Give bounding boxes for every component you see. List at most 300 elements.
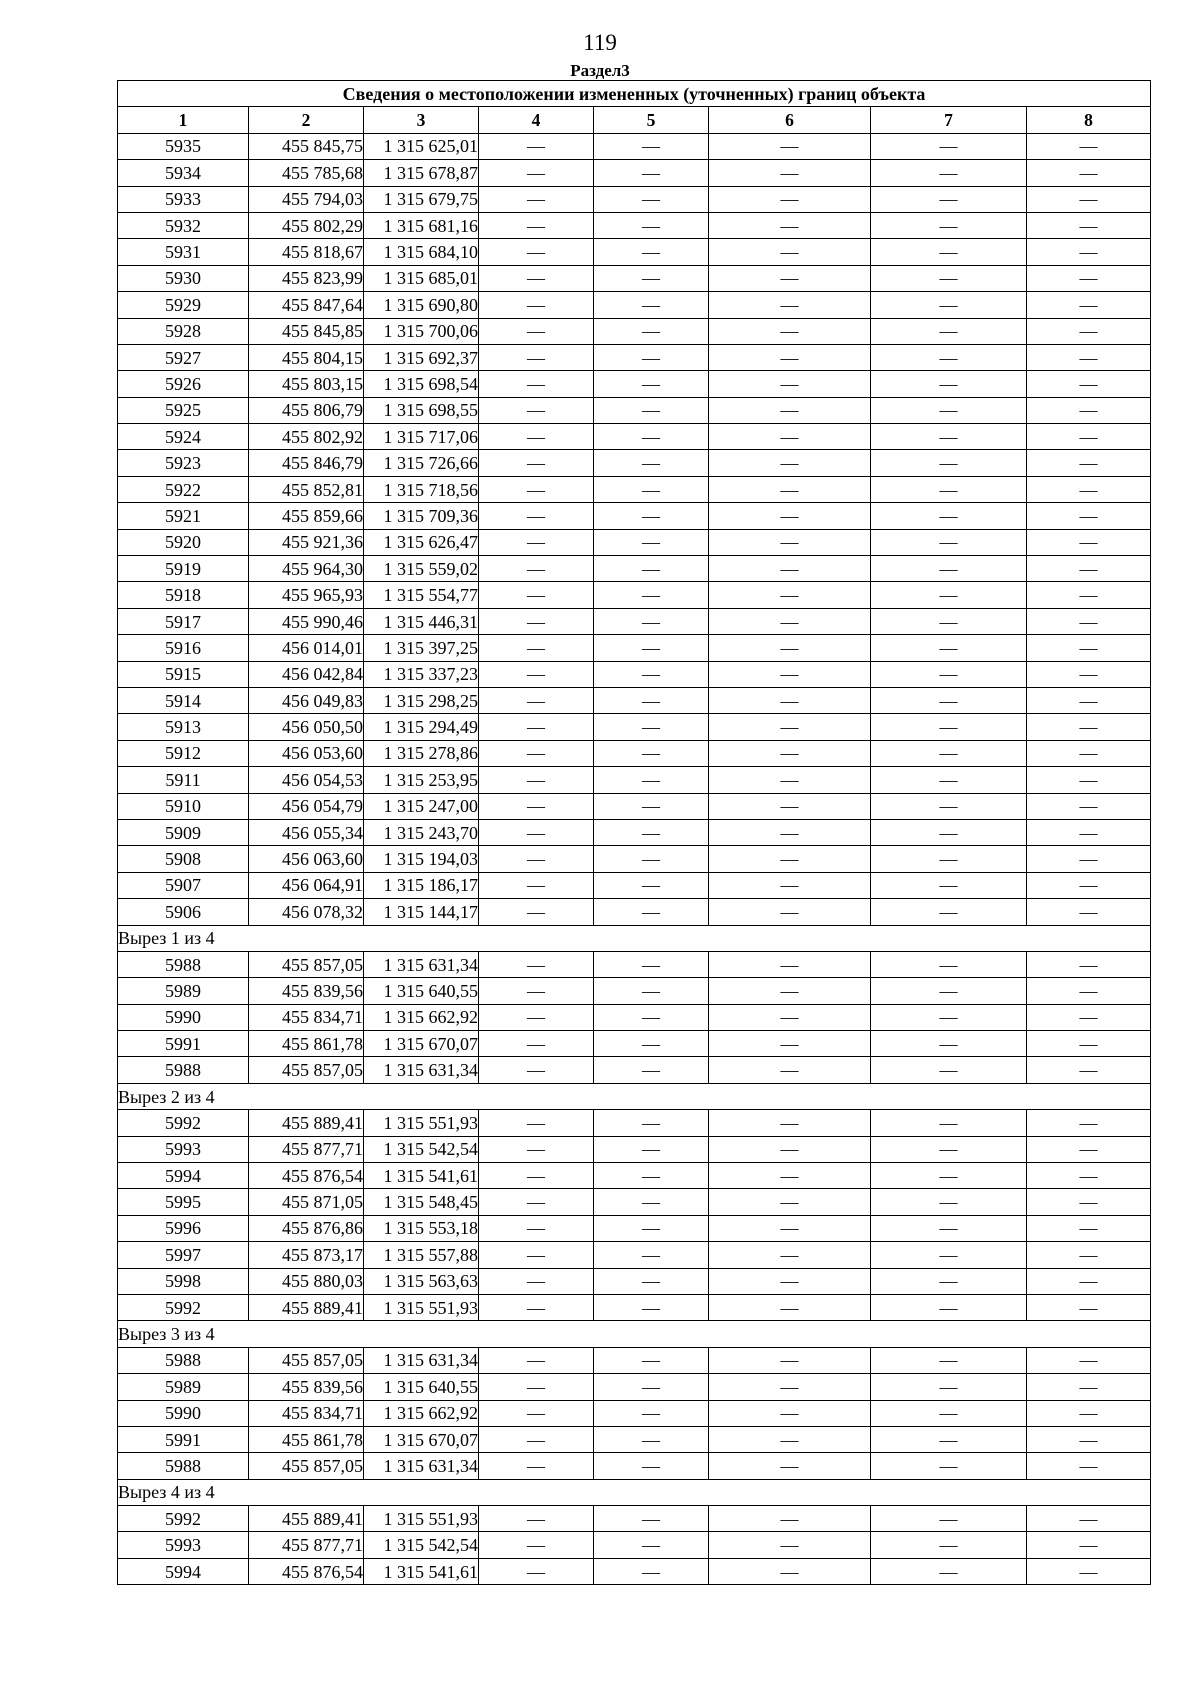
empty-value-cell: —: [709, 1506, 871, 1532]
empty-value-cell: —: [1027, 1532, 1151, 1558]
x-coordinate-cell: 455 877,71: [249, 1532, 364, 1558]
point-number-cell: 5928: [118, 318, 249, 344]
empty-value-cell: —: [594, 186, 709, 212]
empty-value-cell: —: [871, 424, 1027, 450]
empty-value-cell: —: [709, 1031, 871, 1057]
empty-value-cell: —: [871, 1189, 1027, 1215]
y-coordinate-cell: 1 315 194,03: [364, 846, 479, 872]
empty-value-cell: —: [1027, 1110, 1151, 1136]
point-number-cell: 5992: [118, 1506, 249, 1532]
empty-value-cell: —: [709, 635, 871, 661]
table-caption: Сведения о местоположении измененных (уточненных) границ объекта: [118, 81, 1151, 107]
y-coordinate-cell: 1 315 709,36: [364, 503, 479, 529]
empty-value-cell: —: [479, 450, 594, 476]
y-coordinate-cell: 1 315 144,17: [364, 899, 479, 925]
empty-value-cell: —: [479, 1294, 594, 1320]
x-coordinate-cell: 456 014,01: [249, 635, 364, 661]
empty-value-cell: —: [594, 608, 709, 634]
empty-value-cell: —: [594, 450, 709, 476]
empty-value-cell: —: [871, 1163, 1027, 1189]
empty-value-cell: —: [479, 397, 594, 423]
empty-value-cell: —: [1027, 265, 1151, 291]
x-coordinate-cell: 455 794,03: [249, 186, 364, 212]
empty-value-cell: —: [1027, 1057, 1151, 1083]
point-number-cell: 5915: [118, 661, 249, 687]
empty-value-cell: —: [871, 661, 1027, 687]
empty-value-cell: —: [871, 1532, 1027, 1558]
empty-value-cell: —: [1027, 397, 1151, 423]
empty-value-cell: —: [1027, 899, 1151, 925]
y-coordinate-cell: 1 315 541,61: [364, 1163, 479, 1189]
x-coordinate-cell: 455 803,15: [249, 371, 364, 397]
y-coordinate-cell: 1 315 631,34: [364, 1347, 479, 1373]
empty-value-cell: —: [479, 872, 594, 898]
y-coordinate-cell: 1 315 625,01: [364, 133, 479, 159]
point-number-cell: 5991: [118, 1031, 249, 1057]
point-number-cell: 5914: [118, 687, 249, 713]
empty-value-cell: —: [594, 978, 709, 1004]
x-coordinate-cell: 456 078,32: [249, 899, 364, 925]
x-coordinate-cell: 455 823,99: [249, 265, 364, 291]
empty-value-cell: —: [479, 1242, 594, 1268]
empty-value-cell: —: [594, 872, 709, 898]
point-number-cell: 5909: [118, 819, 249, 845]
x-coordinate-cell: 455 857,05: [249, 1347, 364, 1373]
empty-value-cell: —: [709, 1110, 871, 1136]
point-number-cell: 5907: [118, 872, 249, 898]
empty-value-cell: —: [594, 846, 709, 872]
group-header-row: [118, 1083, 1151, 1109]
empty-value-cell: —: [871, 344, 1027, 370]
empty-value-cell: —: [594, 1004, 709, 1030]
table-row: [118, 265, 1151, 291]
column-header: 3: [364, 107, 479, 133]
empty-value-cell: —: [709, 846, 871, 872]
empty-value-cell: —: [479, 608, 594, 634]
empty-value-cell: —: [594, 318, 709, 344]
empty-value-cell: —: [871, 687, 1027, 713]
y-coordinate-cell: 1 315 678,87: [364, 160, 479, 186]
point-number-cell: 5930: [118, 265, 249, 291]
empty-value-cell: —: [479, 556, 594, 582]
empty-value-cell: —: [709, 1057, 871, 1083]
empty-value-cell: —: [1027, 714, 1151, 740]
empty-value-cell: —: [709, 1453, 871, 1479]
empty-value-cell: —: [1027, 951, 1151, 977]
table-row: [118, 424, 1151, 450]
empty-value-cell: —: [479, 1453, 594, 1479]
table-row: [118, 1004, 1151, 1030]
empty-value-cell: —: [594, 1426, 709, 1452]
y-coordinate-cell: 1 315 640,55: [364, 978, 479, 1004]
empty-value-cell: —: [594, 476, 709, 502]
empty-value-cell: —: [1027, 767, 1151, 793]
empty-value-cell: —: [594, 1163, 709, 1189]
y-coordinate-cell: 1 315 670,07: [364, 1426, 479, 1452]
empty-value-cell: —: [1027, 1558, 1151, 1584]
empty-value-cell: —: [594, 1110, 709, 1136]
group-header-row: [118, 1321, 1151, 1347]
column-header: 8: [1027, 107, 1151, 133]
x-coordinate-cell: 455 857,05: [249, 1453, 364, 1479]
empty-value-cell: —: [709, 1189, 871, 1215]
empty-value-cell: —: [479, 899, 594, 925]
y-coordinate-cell: 1 315 243,70: [364, 819, 479, 845]
empty-value-cell: —: [871, 1004, 1027, 1030]
empty-value-cell: —: [479, 819, 594, 845]
empty-value-cell: —: [1027, 872, 1151, 898]
empty-value-cell: —: [709, 1215, 871, 1241]
point-number-cell: 5913: [118, 714, 249, 740]
empty-value-cell: —: [709, 582, 871, 608]
y-coordinate-cell: 1 315 692,37: [364, 344, 479, 370]
empty-value-cell: —: [479, 1136, 594, 1162]
empty-value-cell: —: [871, 503, 1027, 529]
x-coordinate-cell: 455 965,93: [249, 582, 364, 608]
empty-value-cell: —: [709, 265, 871, 291]
x-coordinate-cell: 455 880,03: [249, 1268, 364, 1294]
point-number-cell: 5935: [118, 133, 249, 159]
table-row: [118, 476, 1151, 502]
y-coordinate-cell: 1 315 670,07: [364, 1031, 479, 1057]
table-row: [118, 582, 1151, 608]
column-header: 7: [871, 107, 1027, 133]
empty-value-cell: —: [709, 450, 871, 476]
empty-value-cell: —: [709, 556, 871, 582]
table-row: [118, 767, 1151, 793]
empty-value-cell: —: [871, 635, 1027, 661]
table-row: [118, 1136, 1151, 1162]
empty-value-cell: —: [479, 1189, 594, 1215]
y-coordinate-cell: 1 315 542,54: [364, 1136, 479, 1162]
empty-value-cell: —: [871, 265, 1027, 291]
table-row: [118, 687, 1151, 713]
empty-value-cell: —: [594, 133, 709, 159]
empty-value-cell: —: [709, 503, 871, 529]
empty-value-cell: —: [594, 1242, 709, 1268]
point-number-cell: 5923: [118, 450, 249, 476]
y-coordinate-cell: 1 315 563,63: [364, 1268, 479, 1294]
empty-value-cell: —: [709, 899, 871, 925]
x-coordinate-cell: 455 964,30: [249, 556, 364, 582]
empty-value-cell: —: [709, 424, 871, 450]
y-coordinate-cell: 1 315 640,55: [364, 1374, 479, 1400]
empty-value-cell: —: [709, 529, 871, 555]
y-coordinate-cell: 1 315 278,86: [364, 740, 479, 766]
group-label: Вырез 3 из 4: [118, 1321, 1151, 1347]
empty-value-cell: —: [709, 1400, 871, 1426]
empty-value-cell: —: [1027, 529, 1151, 555]
empty-value-cell: —: [709, 1294, 871, 1320]
empty-value-cell: —: [594, 212, 709, 238]
empty-value-cell: —: [594, 1347, 709, 1373]
empty-value-cell: —: [479, 476, 594, 502]
empty-value-cell: —: [479, 582, 594, 608]
empty-value-cell: —: [594, 1294, 709, 1320]
point-number-cell: 5988: [118, 951, 249, 977]
empty-value-cell: —: [594, 1189, 709, 1215]
x-coordinate-cell: 455 806,79: [249, 397, 364, 423]
empty-value-cell: —: [1027, 1136, 1151, 1162]
table-row: [118, 846, 1151, 872]
empty-value-cell: —: [479, 344, 594, 370]
point-number-cell: 5989: [118, 1374, 249, 1400]
point-number-cell: 5988: [118, 1057, 249, 1083]
empty-value-cell: —: [594, 1136, 709, 1162]
empty-value-cell: —: [871, 371, 1027, 397]
empty-value-cell: —: [1027, 160, 1151, 186]
y-coordinate-cell: 1 315 684,10: [364, 239, 479, 265]
empty-value-cell: —: [871, 1215, 1027, 1241]
table-row: [118, 239, 1151, 265]
empty-value-cell: —: [594, 1057, 709, 1083]
empty-value-cell: —: [594, 1506, 709, 1532]
empty-value-cell: —: [871, 450, 1027, 476]
empty-value-cell: —: [479, 1347, 594, 1373]
empty-value-cell: —: [871, 556, 1027, 582]
empty-value-cell: —: [871, 608, 1027, 634]
empty-value-cell: —: [871, 1031, 1027, 1057]
empty-value-cell: —: [871, 1294, 1027, 1320]
table-row: [118, 714, 1151, 740]
point-number-cell: 5991: [118, 1426, 249, 1452]
empty-value-cell: —: [709, 951, 871, 977]
point-number-cell: 5911: [118, 767, 249, 793]
empty-value-cell: —: [709, 1136, 871, 1162]
empty-value-cell: —: [871, 793, 1027, 819]
empty-value-cell: —: [871, 899, 1027, 925]
table-row: [118, 1506, 1151, 1532]
empty-value-cell: —: [871, 292, 1027, 318]
table-row: [118, 661, 1151, 687]
empty-value-cell: —: [594, 951, 709, 977]
column-header: 5: [594, 107, 709, 133]
empty-value-cell: —: [871, 318, 1027, 344]
empty-value-cell: —: [479, 160, 594, 186]
x-coordinate-cell: 455 785,68: [249, 160, 364, 186]
x-coordinate-cell: 455 877,71: [249, 1136, 364, 1162]
table-row: [118, 1242, 1151, 1268]
empty-value-cell: —: [871, 1426, 1027, 1452]
x-coordinate-cell: 456 054,79: [249, 793, 364, 819]
empty-value-cell: —: [871, 740, 1027, 766]
empty-value-cell: —: [1027, 819, 1151, 845]
empty-value-cell: —: [709, 872, 871, 898]
empty-value-cell: —: [1027, 1294, 1151, 1320]
empty-value-cell: —: [871, 186, 1027, 212]
point-number-cell: 5920: [118, 529, 249, 555]
empty-value-cell: —: [709, 1532, 871, 1558]
page-number: 119: [583, 30, 617, 55]
table-row: [118, 872, 1151, 898]
table-row: [118, 819, 1151, 845]
x-coordinate-cell: 455 889,41: [249, 1110, 364, 1136]
y-coordinate-cell: 1 315 446,31: [364, 608, 479, 634]
y-coordinate-cell: 1 315 690,80: [364, 292, 479, 318]
empty-value-cell: —: [479, 793, 594, 819]
empty-value-cell: —: [709, 292, 871, 318]
empty-value-cell: —: [871, 1347, 1027, 1373]
empty-value-cell: —: [709, 767, 871, 793]
empty-value-cell: —: [594, 1453, 709, 1479]
empty-value-cell: —: [479, 424, 594, 450]
table-row: [118, 160, 1151, 186]
empty-value-cell: —: [594, 239, 709, 265]
y-coordinate-cell: 1 315 718,56: [364, 476, 479, 502]
y-coordinate-cell: 1 315 698,54: [364, 371, 479, 397]
y-coordinate-cell: 1 315 626,47: [364, 529, 479, 555]
point-number-cell: 5924: [118, 424, 249, 450]
empty-value-cell: —: [871, 1268, 1027, 1294]
empty-value-cell: —: [709, 1347, 871, 1373]
column-header: 6: [709, 107, 871, 133]
empty-value-cell: —: [479, 635, 594, 661]
table-row: [118, 450, 1151, 476]
empty-value-cell: —: [871, 1400, 1027, 1426]
empty-value-cell: —: [1027, 1215, 1151, 1241]
empty-value-cell: —: [479, 1110, 594, 1136]
empty-value-cell: —: [709, 1242, 871, 1268]
empty-value-cell: —: [1027, 635, 1151, 661]
x-coordinate-cell: 455 845,75: [249, 133, 364, 159]
x-coordinate-cell: 455 871,05: [249, 1189, 364, 1215]
empty-value-cell: —: [871, 872, 1027, 898]
y-coordinate-cell: 1 315 717,06: [364, 424, 479, 450]
empty-value-cell: —: [709, 1268, 871, 1294]
table-row: [118, 1057, 1151, 1083]
y-coordinate-cell: 1 315 557,88: [364, 1242, 479, 1268]
empty-value-cell: —: [479, 714, 594, 740]
point-number-cell: 5933: [118, 186, 249, 212]
empty-value-cell: —: [709, 344, 871, 370]
empty-value-cell: —: [594, 793, 709, 819]
empty-value-cell: —: [594, 767, 709, 793]
empty-value-cell: —: [871, 767, 1027, 793]
table-row: [118, 318, 1151, 344]
group-label: Вырез 1 из 4: [118, 925, 1151, 951]
empty-value-cell: —: [709, 212, 871, 238]
empty-value-cell: —: [594, 1268, 709, 1294]
point-number-cell: 5918: [118, 582, 249, 608]
y-coordinate-cell: 1 315 685,01: [364, 265, 479, 291]
empty-value-cell: —: [479, 133, 594, 159]
x-coordinate-cell: 455 889,41: [249, 1294, 364, 1320]
empty-value-cell: —: [479, 1374, 594, 1400]
empty-value-cell: —: [709, 978, 871, 1004]
empty-value-cell: —: [871, 397, 1027, 423]
empty-value-cell: —: [594, 397, 709, 423]
empty-value-cell: —: [479, 661, 594, 687]
empty-value-cell: —: [479, 767, 594, 793]
x-coordinate-cell: 456 054,53: [249, 767, 364, 793]
empty-value-cell: —: [479, 1426, 594, 1452]
empty-value-cell: —: [1027, 1426, 1151, 1452]
empty-value-cell: —: [594, 160, 709, 186]
table-row: [118, 503, 1151, 529]
x-coordinate-cell: 456 064,91: [249, 872, 364, 898]
empty-value-cell: —: [594, 529, 709, 555]
y-coordinate-cell: 1 315 186,17: [364, 872, 479, 898]
empty-value-cell: —: [479, 186, 594, 212]
x-coordinate-cell: 455 839,56: [249, 1374, 364, 1400]
empty-value-cell: —: [479, 1031, 594, 1057]
table-row: [118, 951, 1151, 977]
empty-value-cell: —: [479, 740, 594, 766]
empty-value-cell: —: [871, 1136, 1027, 1162]
x-coordinate-cell: 455 990,46: [249, 608, 364, 634]
empty-value-cell: —: [709, 740, 871, 766]
point-number-cell: 5925: [118, 397, 249, 423]
y-coordinate-cell: 1 315 397,25: [364, 635, 479, 661]
table-row: [118, 133, 1151, 159]
table-row: [118, 1400, 1151, 1426]
x-coordinate-cell: 455 876,86: [249, 1215, 364, 1241]
empty-value-cell: —: [594, 265, 709, 291]
y-coordinate-cell: 1 315 679,75: [364, 186, 479, 212]
x-coordinate-cell: 455 834,71: [249, 1004, 364, 1030]
y-coordinate-cell: 1 315 298,25: [364, 687, 479, 713]
empty-value-cell: —: [1027, 212, 1151, 238]
empty-value-cell: —: [709, 1004, 871, 1030]
y-coordinate-cell: 1 315 700,06: [364, 318, 479, 344]
x-coordinate-cell: 455 861,78: [249, 1031, 364, 1057]
point-number-cell: 5912: [118, 740, 249, 766]
point-number-cell: 5916: [118, 635, 249, 661]
y-coordinate-cell: 1 315 551,93: [364, 1110, 479, 1136]
y-coordinate-cell: 1 315 542,54: [364, 1532, 479, 1558]
y-coordinate-cell: 1 315 294,49: [364, 714, 479, 740]
y-coordinate-cell: 1 315 681,16: [364, 212, 479, 238]
column-header: 2: [249, 107, 364, 133]
x-coordinate-cell: 455 873,17: [249, 1242, 364, 1268]
empty-value-cell: —: [594, 371, 709, 397]
empty-value-cell: —: [479, 1163, 594, 1189]
point-number-cell: 5993: [118, 1136, 249, 1162]
y-coordinate-cell: 1 315 662,92: [364, 1004, 479, 1030]
table-row: [118, 1215, 1151, 1241]
empty-value-cell: —: [709, 239, 871, 265]
empty-value-cell: —: [1027, 318, 1151, 344]
column-header: 4: [479, 107, 594, 133]
x-coordinate-cell: 455 889,41: [249, 1506, 364, 1532]
empty-value-cell: —: [871, 133, 1027, 159]
point-number-cell: 5995: [118, 1189, 249, 1215]
y-coordinate-cell: 1 315 726,66: [364, 450, 479, 476]
empty-value-cell: —: [594, 1532, 709, 1558]
empty-value-cell: —: [871, 1453, 1027, 1479]
empty-value-cell: —: [479, 1506, 594, 1532]
group-header-row: [118, 1479, 1151, 1505]
empty-value-cell: —: [1027, 503, 1151, 529]
empty-value-cell: —: [1027, 846, 1151, 872]
empty-value-cell: —: [594, 1374, 709, 1400]
table-row: [118, 1163, 1151, 1189]
point-number-cell: 5994: [118, 1163, 249, 1189]
x-coordinate-cell: 456 053,60: [249, 740, 364, 766]
empty-value-cell: —: [871, 239, 1027, 265]
empty-value-cell: —: [1027, 1374, 1151, 1400]
point-number-cell: 5931: [118, 239, 249, 265]
empty-value-cell: —: [709, 318, 871, 344]
point-number-cell: 5996: [118, 1215, 249, 1241]
empty-value-cell: —: [709, 371, 871, 397]
table-row: [118, 793, 1151, 819]
y-coordinate-cell: 1 315 559,02: [364, 556, 479, 582]
empty-value-cell: —: [871, 1057, 1027, 1083]
empty-value-cell: —: [871, 978, 1027, 1004]
group-header-row: [118, 925, 1151, 951]
empty-value-cell: —: [1027, 424, 1151, 450]
